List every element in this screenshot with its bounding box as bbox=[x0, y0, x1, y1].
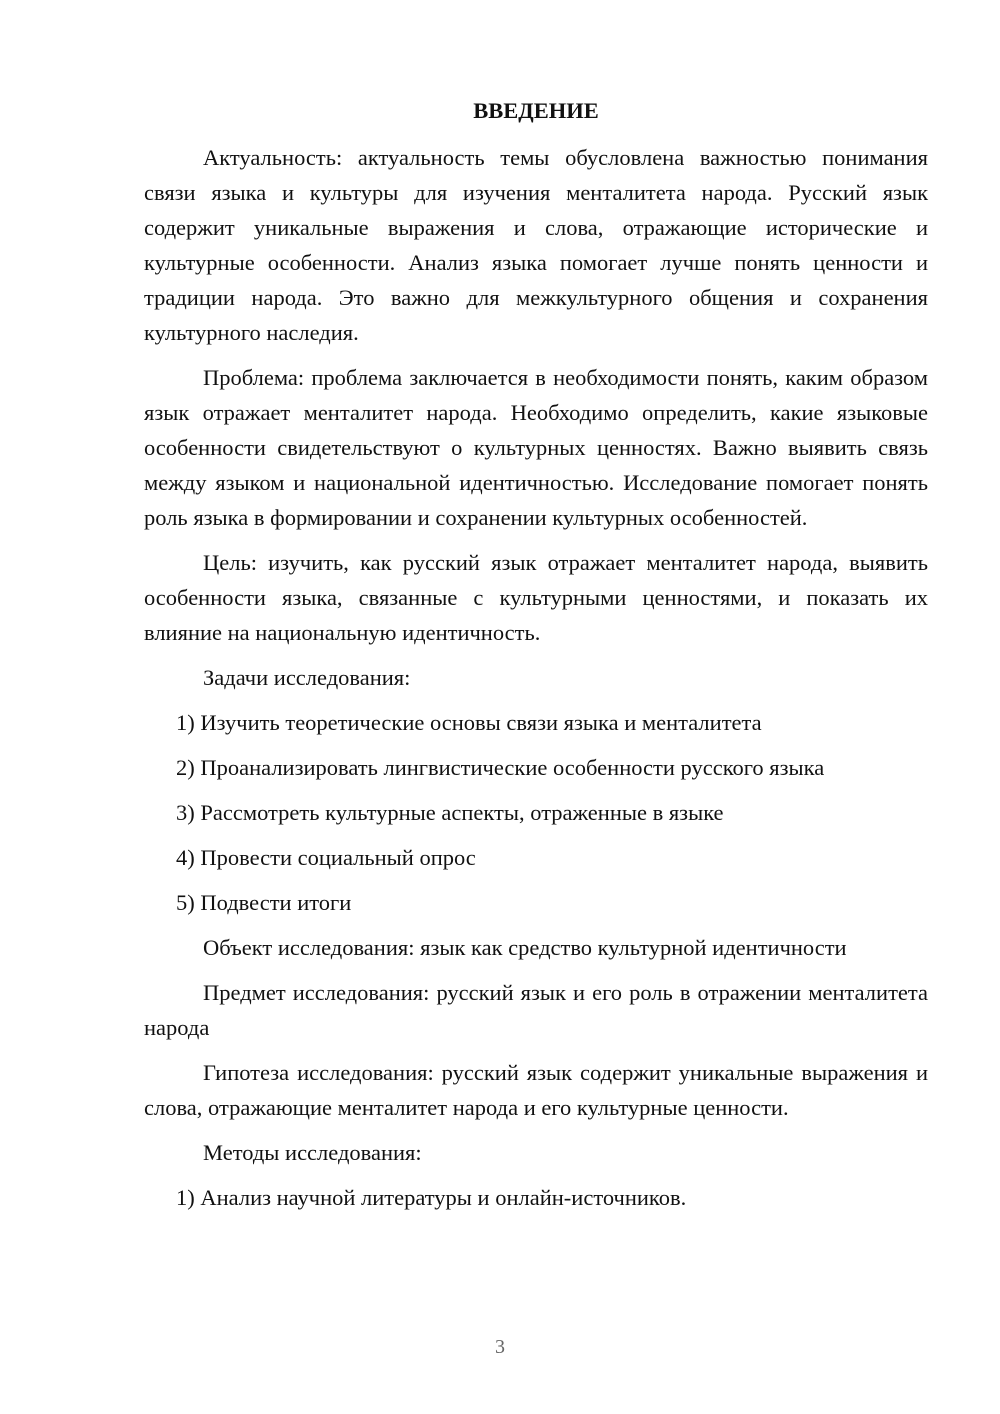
task-item-2: 2) Проанализировать лингвистические особенности русского языка bbox=[176, 755, 825, 780]
method-item-1: 1) Анализ научной литературы и онлайн-источников. bbox=[176, 1185, 687, 1210]
tasks-heading: Задачи исследования: bbox=[203, 665, 411, 690]
object-paragraph: Объект исследования: язык как средство культурной идентичности bbox=[203, 935, 847, 960]
task-item-5: 5) Подвести итоги bbox=[176, 890, 352, 915]
task-item-1: 1) Изучить теоретические основы связи языка и менталитета bbox=[176, 710, 762, 735]
methods-heading: Методы исследования: bbox=[203, 1140, 422, 1165]
actuality-paragraph: Актуальность: актуальность темы обусловлена важностью понимания связи языка и культуры для изучения менталитета народа. Русский язык содержит уникальные выражения и слова, отражающие исторические и культурные особенности. Анализ языка помогает лучше понять ценности и традиции народа. Это важно для межкультурного общения и сохранения культурного наследия. bbox=[144, 145, 928, 345]
page-content bbox=[144, 96, 928, 1225]
problem-paragraph: Проблема: проблема заключается в необходимости понять, каким образом язык отражает менталитет народа. Необходимо определить, какие языковые особенности свидетельствуют о культурных ценностях. Важно выявить связь между языком и национальной идентичностью. Исследование помогает понять роль языка в формировании и сохранении культурных особенностей. bbox=[144, 365, 928, 530]
page-number: 3 bbox=[495, 1336, 505, 1358]
task-item-3: 3) Рассмотреть культурные аспекты, отраженные в языке bbox=[176, 800, 724, 825]
task-item-4: 4) Провести социальный опрос bbox=[176, 845, 476, 870]
hypothesis-paragraph: Гипотеза исследования: русский язык содержит уникальные выражения и слова, отражающие менталитет народа и его культурные ценности. bbox=[144, 1060, 928, 1120]
subject-paragraph: Предмет исследования: русский язык и его роль в отражении менталитета народа bbox=[144, 980, 928, 1040]
section-title: ВВЕДЕНИЕ bbox=[473, 98, 599, 123]
goal-paragraph: Цель: изучить, как русский язык отражает менталитет народа, выявить особенности языка, связанные с культурными ценностями, и показать их влияние на национальную идентичность. bbox=[144, 550, 928, 645]
